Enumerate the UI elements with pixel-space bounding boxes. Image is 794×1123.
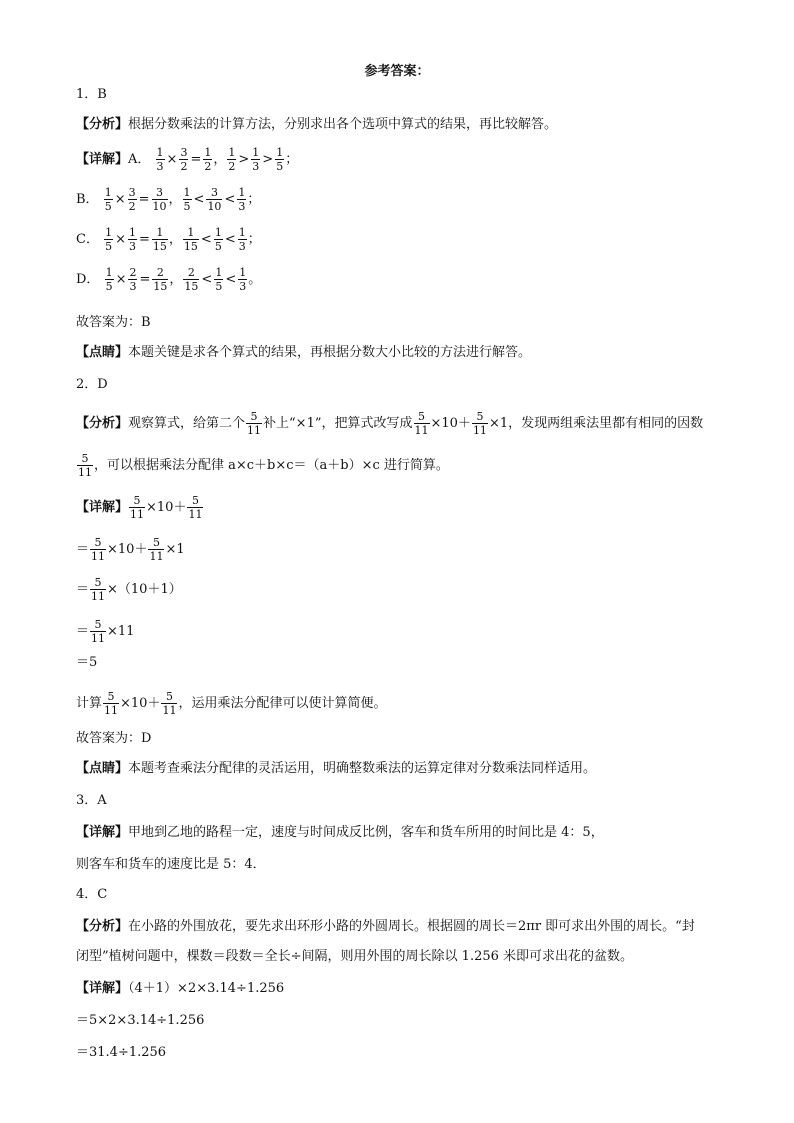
q3-detail-line1: 【详解】甲地到乙地的路程一定，速度与时间成反比例，客车和货车所用的时间比是 4：5， (76, 825, 604, 840)
q3-detail-line2: 则客车和货车的速度比是 5：4． (76, 857, 266, 872)
option-prefix: C． (76, 232, 99, 247)
fraction: $\frac{2}{15}$ (184, 266, 199, 293)
q3-answer: 3．A (76, 793, 107, 808)
analysis-tag: 【分析】 (76, 416, 129, 431)
q1-detail-a: 【详解】A． $\frac{1}{3}$ × $\frac{3}{2}$ = $\frac{1}{2}$ ， $\frac{1}{2}$ > $\frac{1}{3}$ > $\frac{1}{5}$ ； (76, 146, 299, 173)
q2-comment (76, 760, 596, 778)
fraction: $\frac{5}{11}$ (162, 690, 177, 717)
q2-detail-step0: 【详解】 $\frac{5}{11}$ ×10＋ $\frac{5}{11}$ (76, 494, 203, 521)
q4-detail-step2: ＝31.4÷1.256 (76, 1045, 167, 1060)
q2-detail-step1: ＝ $\frac{5}{11}$ ×10＋ $\frac{5}{11}$ ×1 (76, 536, 185, 563)
q4-detail-step0: 【详解】（4＋1）×2×3.14÷1.256 (76, 981, 285, 996)
comment-tag: 【点睛】 (76, 761, 129, 776)
q1-analysis (76, 116, 557, 134)
q4-answer: 4．C (76, 887, 108, 902)
q1-detail-c: C． $\frac{1}{5}$ × $\frac{1}{3}$ = $\frac{1}{15}$ ， $\frac{1}{15}$ < $\frac{1}{5}$ < $\frac{1}{3}$ ； (76, 226, 261, 253)
analysis-tag: 【分析】 (76, 117, 129, 132)
fraction: $\frac{1}{5}$ (214, 226, 222, 253)
page-title: 参考答案： (364, 64, 430, 79)
fraction: $\frac{5}{11}$ (414, 410, 429, 437)
q4-analysis-line2: 闭型”植树问题中，棵数＝段数＝全长÷间隔，则用外围的周长除以 1.256 米即可求出花的盆数。 (76, 949, 634, 964)
fraction: $\frac{1}{5}$ (105, 266, 113, 293)
fraction: $\frac{5}{11}$ (91, 576, 106, 603)
q1-detail-b: B． $\frac{1}{5}$ × $\frac{3}{2}$ = $\frac{3}{10}$ ， $\frac{1}{5}$ < $\frac{3}{10}$ < $\frac{1}{3}$ ； (76, 186, 261, 213)
analysis-tag: 【分析】 (76, 919, 129, 934)
fraction: $\frac{2}{3}$ (129, 266, 137, 293)
fraction: $\frac{1}{2}$ (204, 146, 212, 173)
fraction: $\frac{2}{15}$ (153, 266, 168, 293)
fraction: $\frac{5}{11}$ (149, 536, 164, 563)
fraction: $\frac{5}{11}$ (91, 536, 106, 563)
q2-analysis-line1: 【分析】观察算式，给第二个 $\frac{5}{11}$ 补上“×1”，把算式改写成 $\frac{5}{11}$ ×10＋ $\frac{5}{11}$ ×1，发现两组乘法里都有相同的因数 (76, 410, 704, 437)
fraction: $\frac{5}{11}$ (130, 494, 145, 521)
q1-answer: 1．B (76, 87, 107, 102)
fraction: $\frac{5}{11}$ (188, 494, 203, 521)
fraction: $\frac{1}{15}$ (152, 226, 167, 253)
option-prefix: D． (76, 272, 100, 287)
fraction: $\frac{5}{11}$ (472, 410, 487, 437)
q2-answer: 2．D (76, 377, 108, 392)
option-prefix: B． (76, 192, 99, 207)
fraction: $\frac{3}{10}$ (152, 186, 167, 213)
fraction: $\frac{1}{3}$ (239, 266, 247, 293)
detail-tag: 【详解】 (76, 500, 129, 515)
fraction: $\frac{1}{3}$ (129, 226, 136, 253)
analysis-text: 根据分数乘法的计算方法，分别求出各个选项中算式的结果，再比较解答。 (128, 117, 558, 132)
fraction: $\frac{1}{3}$ (238, 186, 246, 213)
fraction: $\frac{1}{3}$ (238, 226, 246, 253)
q4-analysis-line1: 【分析】在小路的外围放花，要先求出环形小路的外圆周长。根据圆的周长＝2πr 即可求出外围的周长。“封 (76, 919, 695, 934)
fraction: $\frac{5}{11}$ (247, 410, 262, 437)
fraction: $\frac{1}{15}$ (183, 226, 198, 253)
fraction: $\frac{1}{2}$ (228, 146, 236, 173)
fraction: $\frac{1}{5}$ (215, 266, 223, 293)
q2-calc-note: 计算 $\frac{5}{11}$ ×10＋ $\frac{5}{11}$ ，运用乘法分配律可以使计算简便。 (76, 690, 387, 717)
detail-tag: 【详解】 (76, 981, 129, 996)
fraction: $\frac{1}{3}$ (156, 146, 164, 173)
q2-conclusion: 故答案为：D (76, 731, 152, 746)
q1-detail-d: D． $\frac{1}{5}$ × $\frac{2}{3}$ = $\frac{2}{15}$ ， $\frac{2}{15}$ < $\frac{1}{5}$ < $\frac{1}{3}$ 。 (76, 266, 262, 293)
detail-tag: 【详解】 (76, 825, 129, 840)
q1-conclusion: 故答案为：B (76, 315, 151, 330)
q2-detail-step4: ＝5 (76, 655, 98, 670)
fraction: $\frac{1}{5}$ (276, 146, 284, 173)
fraction: $\frac{1}{5}$ (105, 226, 113, 253)
q1-comment (76, 344, 531, 362)
comment-text: 本题关键是求各个算式的结果，再根据分数大小比较的方法进行解答。 (128, 345, 532, 360)
detail-tag: 【详解】 (76, 152, 129, 167)
fraction: $\frac{5}{11}$ (78, 452, 92, 479)
fraction: $\frac{1}{5}$ (183, 186, 191, 213)
fraction: $\frac{1}{5}$ (104, 186, 112, 213)
option-prefix: A． (128, 152, 151, 167)
fraction: $\frac{5}{11}$ (91, 618, 106, 645)
fraction: $\frac{3}{2}$ (128, 186, 136, 213)
q2-analysis-line2: $\frac{5}{11}$ ，可以根据乘法分配律 a×c＋b×c＝（a＋b）×c 进行简算。 (78, 452, 449, 479)
fraction: $\frac{1}{3}$ (252, 146, 260, 173)
q2-detail-step2: ＝ $\frac{5}{11}$ ×（10＋1） (76, 576, 182, 603)
q4-detail-step1: ＝5×2×3.14÷1.256 (76, 1013, 205, 1028)
fraction: $\frac{3}{10}$ (207, 186, 222, 213)
q2-detail-step3: ＝ $\frac{5}{11}$ ×11 (76, 618, 135, 645)
fraction: $\frac{5}{11}$ (104, 690, 119, 717)
comment-tag: 【点睛】 (76, 345, 129, 360)
fraction: $\frac{3}{2}$ (180, 146, 188, 173)
comment-text: 本题考查乘法分配律的灵活运用，明确整数乘法的运算定律对分数乘法同样适用。 (128, 761, 597, 776)
